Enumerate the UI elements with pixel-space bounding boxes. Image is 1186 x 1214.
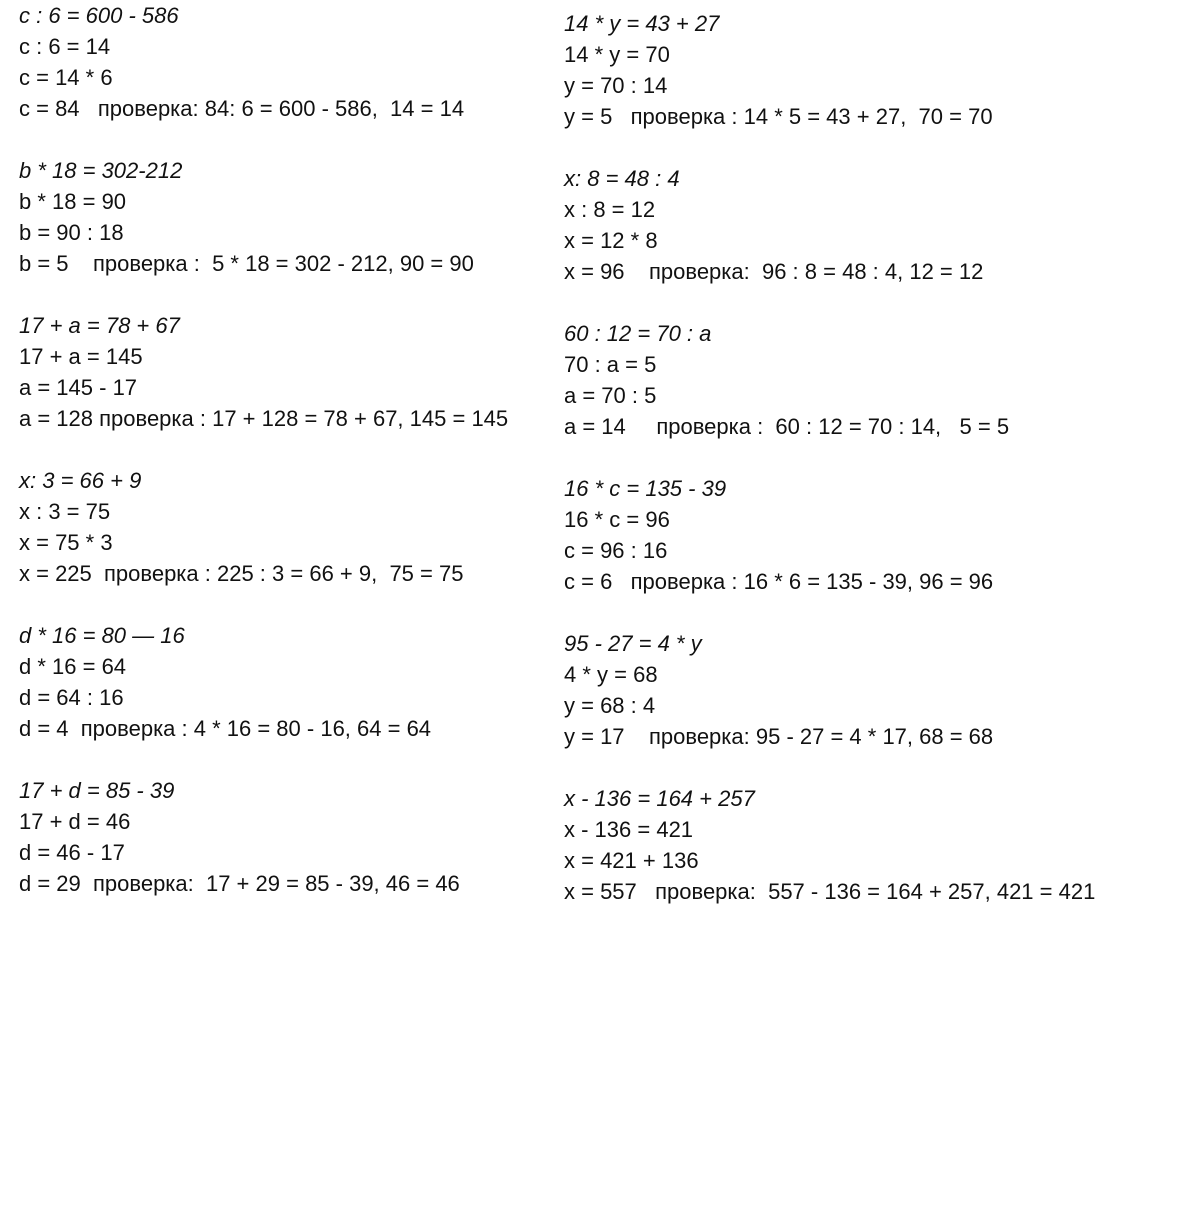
solution-step: 4 * y = 68: [564, 662, 658, 687]
solution-check: x = 225 проверка : 225 : 3 = 66 + 9, 75 = 75: [19, 561, 464, 586]
equation-title: 17 + d = 85 - 39: [19, 778, 175, 803]
equation-title: 17 + a = 78 + 67: [19, 313, 180, 338]
equation-block: [564, 783, 1144, 907]
solution-step: c = 96 : 16: [564, 538, 668, 563]
solution-step: d * 16 = 64: [19, 654, 127, 679]
solution-step: 70 : a = 5: [564, 352, 657, 377]
equation-block: [564, 318, 1144, 442]
solution-check: d = 29 проверка: 17 + 29 = 85 - 39, 46 = 46: [19, 871, 460, 896]
equation-title: x: 3 = 66 + 9: [19, 468, 142, 493]
equation-block: [564, 473, 1144, 597]
equation-block: [19, 310, 599, 434]
solution-step: x - 136 = 421: [564, 817, 694, 842]
equation-block: [564, 163, 1144, 287]
solution-check: x = 557 проверка: 557 - 136 = 164 + 257, 421 = 421: [564, 879, 1096, 904]
equation-block: [19, 465, 599, 589]
equation-title: 60 : 12 = 70 : a: [564, 321, 712, 346]
solution-check: d = 4 проверка : 4 * 16 = 80 - 16, 64 = 64: [19, 716, 432, 741]
solution-check: c = 6 проверка : 16 * 6 = 135 - 39, 96 = 96: [564, 569, 994, 594]
right-column: [564, 8, 1144, 938]
solution-step: x : 3 = 75: [19, 499, 111, 524]
equation-block: [19, 0, 599, 124]
left-column: [19, 0, 599, 930]
equation-title: b * 18 = 302-212: [19, 158, 183, 183]
solution-step: x : 8 = 12: [564, 197, 656, 222]
solution-step: x = 421 + 136: [564, 848, 699, 873]
equation-block: [564, 628, 1144, 752]
solution-step: a = 70 : 5: [564, 383, 657, 408]
solution-step: 16 * c = 96: [564, 507, 670, 532]
equation-title: 16 * c = 135 - 39: [564, 476, 727, 501]
equation-block: [19, 155, 599, 279]
solution-step: x = 75 * 3: [19, 530, 113, 555]
solution-step: b = 90 : 18: [19, 220, 124, 245]
solution-check: b = 5 проверка : 5 * 18 = 302 - 212, 90 = 90: [19, 251, 474, 276]
solution-step: 14 * y = 70: [564, 42, 670, 67]
equation-block: [19, 620, 599, 744]
solution-step: 17 + d = 46: [19, 809, 131, 834]
solution-step: c : 6 = 14: [19, 34, 111, 59]
solution-check: y = 5 проверка : 14 * 5 = 43 + 27, 70 = 70: [564, 104, 993, 129]
solution-step: a = 145 - 17: [19, 375, 138, 400]
solution-check: a = 14 проверка : 60 : 12 = 70 : 14, 5 = 5: [564, 414, 1010, 439]
solution-step: y = 68 : 4: [564, 693, 656, 718]
equation-block: [19, 775, 599, 899]
solution-check: a = 128 проверка : 17 + 128 = 78 + 67, 145 = 145: [19, 406, 509, 431]
solution-check: c = 84 проверка: 84: 6 = 600 - 586, 14 = 14: [19, 96, 465, 121]
equation-title: c : 6 = 600 - 586: [19, 3, 179, 28]
solution-step: x = 12 * 8: [564, 228, 658, 253]
solution-check: x = 96 проверка: 96 : 8 = 48 : 4, 12 = 12: [564, 259, 984, 284]
equation-title: x - 136 = 164 + 257: [564, 786, 755, 811]
equation-title: d * 16 = 80 — 16: [19, 623, 185, 648]
equation-block: [564, 8, 1144, 132]
solution-step: 17 + a = 145: [19, 344, 143, 369]
solution-step: c = 14 * 6: [19, 65, 113, 90]
solution-step: d = 46 - 17: [19, 840, 125, 865]
solution-check: y = 17 проверка: 95 - 27 = 4 * 17, 68 = 68: [564, 724, 994, 749]
solution-step: d = 64 : 16: [19, 685, 124, 710]
equation-title: x: 8 = 48 : 4: [564, 166, 680, 191]
solution-step: b * 18 = 90: [19, 189, 127, 214]
equation-title: 95 - 27 = 4 * y: [564, 631, 702, 656]
equation-title: 14 * y = 43 + 27: [564, 11, 720, 36]
solution-step: y = 70 : 14: [564, 73, 668, 98]
